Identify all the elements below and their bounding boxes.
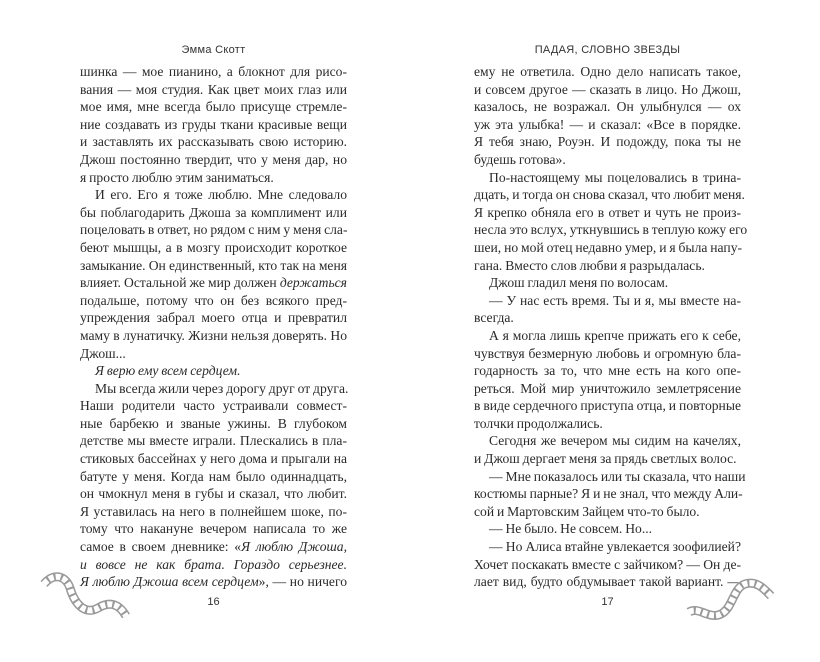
text-line: Мы всегда жили через дорогу друг от друга.: [95, 380, 349, 396]
text-line: Хочет поскакать вместе с зайчиком? — Он де-: [474, 556, 741, 572]
text-line: А я могла лишь крепче прижать его к себе,: [489, 327, 741, 343]
text-line: мое имя, мне всегда было присуще стремле-: [80, 99, 347, 115]
text-line: детстве мы вместе играли. Плескались в пла-: [80, 433, 347, 449]
text-line: [80, 556, 347, 574]
italic-text: и вовсе не как брата. Гораздо серьезнее.: [80, 556, 347, 572]
text-line: упреждения забрал моего отца и превратил: [80, 310, 347, 326]
text-line: батуте у меня. Когда нам было одиннадцать,: [80, 468, 347, 484]
italic-text: Я люблю Джоша всем сердцем: [80, 574, 259, 590]
italic-text: держаться: [279, 275, 347, 291]
text-line: лает вид, будто обдумывает такой вариант. —: [474, 574, 741, 590]
page-text: [80, 63, 347, 591]
text-line: Джош постоянно твердит, что у меня дар, но: [80, 151, 347, 167]
text-line: ные барбекю и званые ужины. В глубоком: [80, 415, 347, 431]
text-line: будешь готова».: [474, 151, 566, 167]
text-line: Наши родители часто устраивали совмест-: [80, 398, 347, 414]
text-line: годарность за то, что мне есть на кого опе-: [474, 363, 741, 379]
text-line: По-настоящему мы поцеловались в трина-: [489, 169, 741, 185]
text-line: — Мне показалось или ты сказала, что наши: [489, 468, 746, 484]
text-line: И его. Его я тоже люблю. Мне следовало: [95, 187, 347, 203]
text-line: ему не ответила. Одно дело написать такое,: [474, 64, 741, 79]
text-segment: », — но ничего: [258, 574, 347, 590]
text-segment: влияет. Остальной же мир должен: [80, 275, 280, 291]
text-line: стиковых бассейнах у него дома и прыгали на: [80, 451, 347, 467]
text-line: в виде сердечного приступа отца, и повторные: [474, 398, 741, 414]
text-line: несла это вслух, уткнувшись в теплую кожу его: [474, 222, 748, 238]
running-header-author: Эмма Скотт: [181, 44, 246, 56]
text-line: поцеловать в ответ, но рядом с ним у меня сла-: [80, 222, 348, 238]
text-line: костюмы парные? Я и не знал, что между Али-: [474, 486, 743, 502]
text-line: подальше, потому что он без всякого пред-: [80, 292, 347, 308]
text-line: реться. Мой мир уничтожило землетрясение: [474, 380, 741, 396]
text-line: и Джош дергает меня за прядь светлых волос.: [474, 451, 737, 467]
filmstrip-ornament-icon: [685, 576, 775, 626]
text-line: [80, 274, 347, 292]
text-line: [80, 538, 347, 556]
page-text: [474, 63, 748, 591]
text-line: вания — моя студия. Как цвет моих глаз или: [80, 81, 347, 97]
text-line: шинка — мое пианино, а блокнот для рисо-: [80, 64, 347, 79]
text-line: — Но Алиса втайне увлекается зоофилией?: [489, 539, 741, 555]
text-line: толчки продолжались.: [474, 415, 603, 431]
text-line: Джош...: [80, 345, 126, 361]
text-line: Я тебя знаю, Роуэн. И подожду, пока ты не: [474, 134, 741, 150]
text-line: замыкание. Он единственный, кто так на меня: [80, 257, 347, 273]
text-line: беют мышцы, а в мозгу происходит короткое: [80, 239, 347, 255]
text-line: — У нас есть время. Ты и я, мы вместе на-: [489, 292, 741, 308]
text-line: гана. Вместо слов любви я разрыдалась.: [474, 257, 705, 273]
text-line: казалось, не возражал. Он улыбнулся — ох: [474, 99, 741, 115]
text-line: всегда.: [474, 310, 514, 326]
text-line: сой и Мартовским Зайцем что-то было.: [474, 503, 700, 519]
page-number: 17: [601, 596, 614, 608]
text-segment: самое в своем дневнике: «: [80, 539, 242, 555]
text-line: [80, 362, 347, 380]
text-line: Джош гладил меня по волосам.: [489, 275, 669, 291]
text-line: тому что накануне вечером написала то же: [80, 521, 347, 537]
text-line: я просто люблю этим заниматься.: [80, 169, 274, 185]
text-line: и заставлять их рассказывать свою историю.: [80, 134, 347, 150]
text-line: Я крепко обняла его в ответ и чуть не произ-: [474, 204, 741, 220]
running-header-title: ПАДАЯ, СЛОВНО ЗВЕЗДЫ: [534, 44, 681, 56]
text-line: Сегодня же вечером мы сидим на качелях,: [489, 433, 741, 449]
text-line: маму в лунатичку. Жизни нельзя доверять. Но: [80, 327, 347, 343]
italic-text: Я верю ему всем сердцем.: [95, 363, 241, 379]
text-line: он чмокнул меня в губы и сказал, что любит.: [80, 486, 347, 502]
italic-text: Я люблю Джоша,: [241, 539, 347, 555]
text-line: уж эта улыбка! — и сказал: «Все в порядке.: [474, 116, 741, 132]
right-page: [410, 0, 820, 662]
text-line: бы поблагодарить Джоша за комплимент или: [80, 204, 347, 220]
text-line: чувствуя безмерную любовь и огромную бла-: [474, 345, 741, 361]
text-line: ние создавать из груды ткани красивые вещи: [80, 116, 347, 132]
text-line: — Не было. Не совсем. Но...: [489, 521, 653, 537]
text-line: дцать, и тогда он снова сказал, что любит меня.: [474, 187, 745, 203]
page-number: 16: [207, 596, 220, 608]
filmstrip-ornament-icon: [40, 572, 130, 622]
text-line: и совсем другое — сказать в лицо. Но Джош,: [474, 81, 741, 97]
text-line: шеи, но мой отец недавно умер, и я была напу-: [474, 239, 743, 255]
text-line: Я уставилась на него в полнейшем шоке, по-: [80, 503, 347, 519]
